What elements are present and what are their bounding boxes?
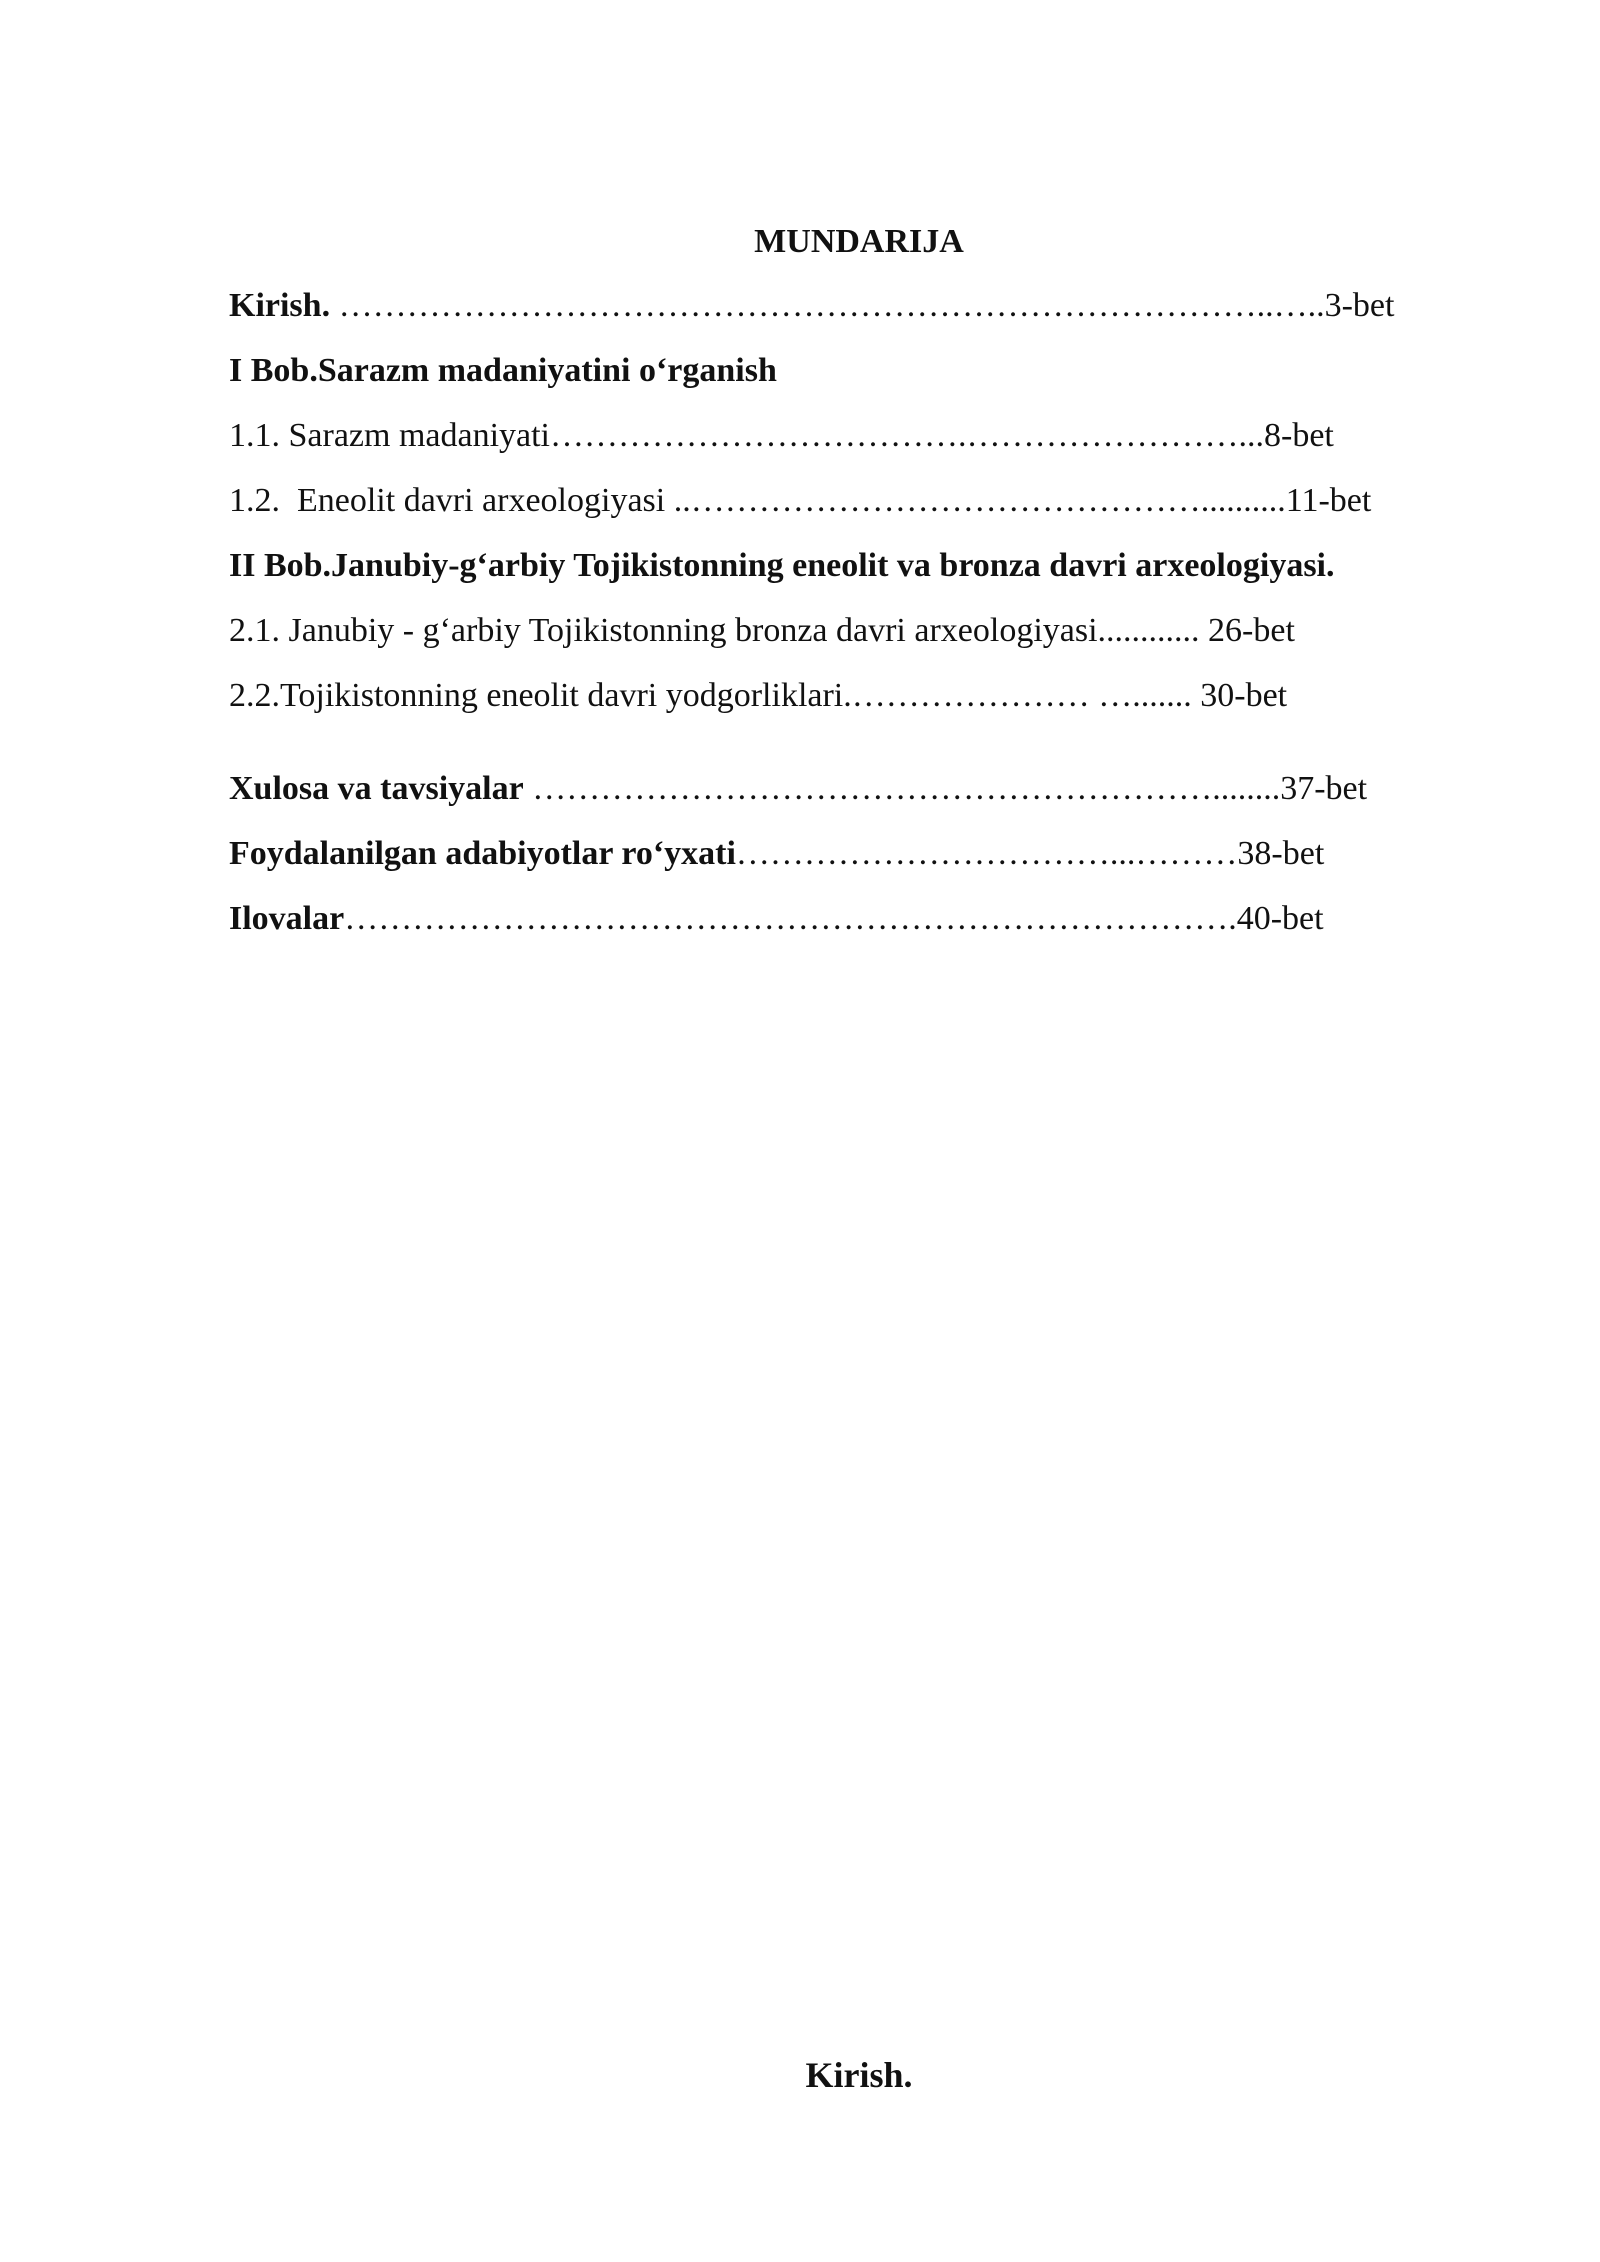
toc-entry-leader: ……………………………….……………………... xyxy=(550,417,1265,454)
toc-entry-label: Xulosa va tavsiyalar xyxy=(229,770,524,807)
toc-entry-section-2-1[interactable] xyxy=(229,611,1295,651)
toc-entry-page: 37-bet xyxy=(1280,770,1368,807)
toc-entry-leader: ............ xyxy=(1097,612,1209,649)
toc-entry-label: 2.2.Tojikistonning eneolit davri yodgorliklari xyxy=(229,677,844,714)
toc-entry-leader: ……………………………………………………........ xyxy=(523,770,1281,807)
toc-entry-leader: ..……………………………………….......... xyxy=(673,482,1286,519)
toc-entry-page: 40-bet xyxy=(1236,900,1324,937)
toc-entry-page: 38-bet xyxy=(1237,835,1325,872)
toc-entry-introduction[interactable] xyxy=(229,286,1394,326)
toc-entry-label: Foydalanilgan adabiyotlar ro‘yxati xyxy=(229,835,736,872)
toc-entry-page: 8-bet xyxy=(1264,417,1334,454)
toc-entry-section-1-2[interactable] xyxy=(229,481,1371,521)
toc-entry-page: 30-bet xyxy=(1200,677,1288,714)
toc-entry-leader: ………………………………………………………………………..….. xyxy=(330,287,1325,324)
toc-entry-section-2-2[interactable] xyxy=(229,676,1287,716)
toc-entry-chapter-2[interactable] xyxy=(229,546,1335,586)
toc-entry-section-1-1[interactable] xyxy=(229,416,1334,456)
toc-entry-label: 1.1. Sarazm madaniyati xyxy=(229,417,551,454)
toc-entry-label: 1.2. Eneolit davri arxeologiyasi xyxy=(229,482,674,519)
toc-entry-page: 11-bet xyxy=(1285,482,1372,519)
toc-entry-label: 2.1. Janubiy - g‘arbiy Tojikistonning bronza davri arxeologiyasi xyxy=(229,612,1098,649)
toc-entry-conclusion[interactable] xyxy=(229,769,1367,809)
toc-entry-chapter-1[interactable] xyxy=(229,351,777,391)
toc-entry-bibliography[interactable] xyxy=(229,834,1324,874)
introduction-heading: Kirish. xyxy=(805,2055,913,2095)
toc-entry-label: II Bob.Janubiy-g‘arbiy Tojikistonning eneolit va bronza davri arxeologiyasi. xyxy=(229,547,1335,584)
toc-entry-page: 3-bet xyxy=(1324,287,1395,324)
toc-entry-page: 26-bet xyxy=(1208,612,1295,649)
toc-entry-label: I Bob.Sarazm madaniyatini o‘rganish xyxy=(229,352,777,389)
toc-entry-leader: ……………………………………………………………………. xyxy=(344,900,1237,937)
toc-entry-label: Ilovalar xyxy=(229,900,345,937)
toc-entry-leader: ……………………………...……… xyxy=(735,835,1238,872)
toc-entry-leader: .………………… …....... xyxy=(843,677,1201,714)
toc-entry-appendices[interactable] xyxy=(229,899,1324,939)
toc-entry-label: Kirish. xyxy=(229,287,331,324)
toc-title: MUNDARIJA xyxy=(754,223,964,260)
